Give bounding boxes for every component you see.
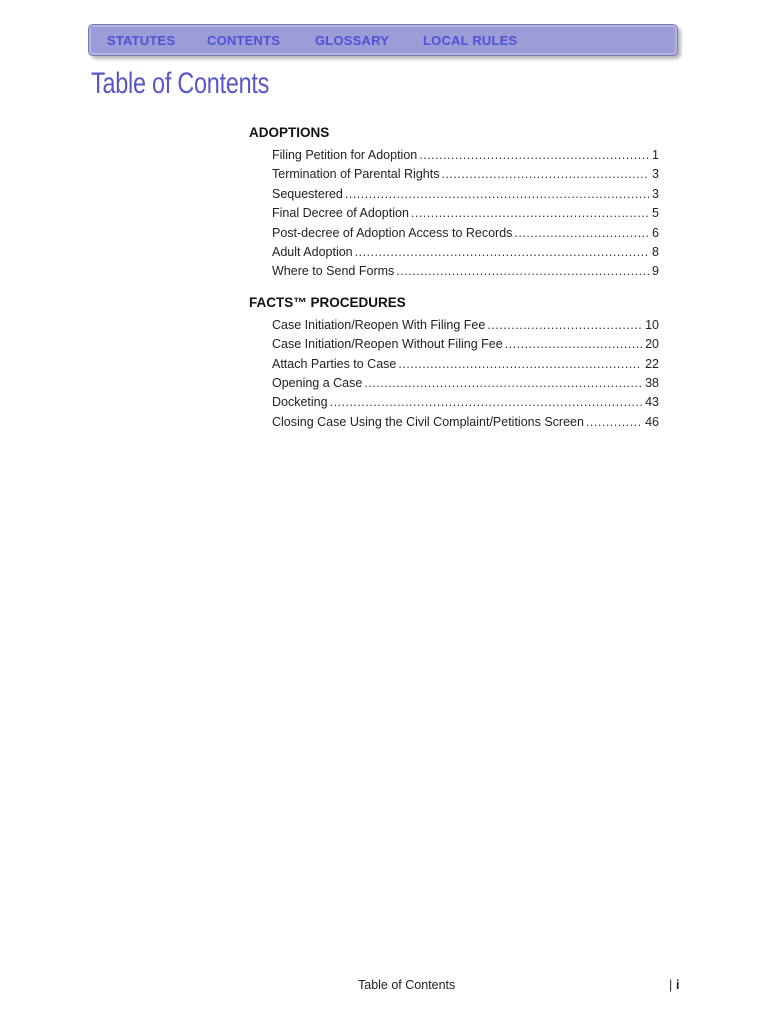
toc-entry-label: Final Decree of Adoption [272,206,409,221]
toc-entry[interactable] [272,374,659,393]
toc-entry-label: Post-decree of Adoption Access to Records [272,225,513,240]
dot-leader [330,393,643,412]
toc-entry-page: 1 [652,148,659,162]
footer-page-number: i [676,978,680,992]
dot-leader [505,335,642,354]
toc-entry[interactable] [272,335,659,354]
toc-entry[interactable] [272,316,659,335]
toc-entry-label: Closing Case Using the Civil Complaint/Petitions Screen [272,414,584,429]
footer-separator: | [669,978,673,992]
toc-entry-label: Adult Adoption [272,244,353,259]
toc-entry[interactable] [272,204,659,223]
toc-entry[interactable] [272,224,659,243]
toc-entry-label: Attach Parties to Case [272,356,397,371]
toc-entry-page: 46 [645,414,659,429]
toc-entry[interactable] [272,165,659,184]
nav-glossary-link[interactable]: GLOSSARY [315,33,390,48]
toc-entry-label: Case Initiation/Reopen With Filing Fee [272,317,486,332]
page-title: Table of Contents [91,67,270,100]
toc-entry[interactable] [272,413,659,432]
dot-leader [355,243,649,262]
toc-entry[interactable] [272,185,659,204]
toc-entry[interactable] [272,393,659,412]
toc-entry-label: Case Initiation/Reopen Without Filing Fee [272,337,503,352]
dot-leader [419,146,649,165]
footer-title: Table of Contents [358,978,456,992]
toc-entry-label: Filing Petition for Adoption [272,148,418,162]
nav-local-rules-link[interactable]: LOCAL RULES [423,33,518,48]
toc-entry-page: 3 [652,167,659,182]
toc-entry-page: 6 [652,225,659,240]
facts-procedures-entry-list [249,316,659,432]
toc-entry-page: 43 [645,395,659,410]
dot-leader [514,224,649,243]
top-navigation-bar [88,24,678,56]
toc-entry[interactable] [272,243,659,262]
toc-entry[interactable] [272,262,659,281]
toc-entry-page: 5 [652,206,659,221]
section-spacer [249,282,659,294]
table-of-contents [249,124,659,432]
dot-leader [345,185,649,204]
toc-entry-page: 3 [652,186,659,201]
toc-entry-page: 8 [652,244,659,259]
section-heading-adoptions: ADOPTIONS [249,125,330,140]
dot-leader [441,165,649,184]
toc-entry-label: Sequestered [272,186,343,201]
section-heading-facts-procedures: FACTS™ PROCEDURES [249,294,406,310]
dot-leader [411,204,649,223]
dot-leader [398,355,642,374]
toc-entry[interactable] [272,146,659,165]
dot-leader [364,374,642,393]
toc-entry-label: Termination of Parental Rights [272,167,440,182]
toc-entry-label: Opening a Case [272,375,363,390]
dot-leader [487,316,642,335]
toc-entry-page: 9 [652,264,659,279]
toc-entry-page: 38 [645,375,659,390]
nav-contents-link[interactable]: CONTENTS [207,33,281,48]
dot-leader [586,413,642,432]
toc-entry-page: 22 [645,356,659,371]
toc-entry[interactable] [272,355,659,374]
toc-entry-label: Where to Send Forms [272,264,395,279]
nav-statutes-link[interactable]: STATUTES [107,33,176,48]
dot-leader [396,262,649,281]
adoptions-entry-list [249,146,659,282]
toc-entry-page: 10 [645,317,659,332]
toc-entry-label: Docketing [272,395,328,410]
toc-entry-page: 20 [645,337,659,352]
